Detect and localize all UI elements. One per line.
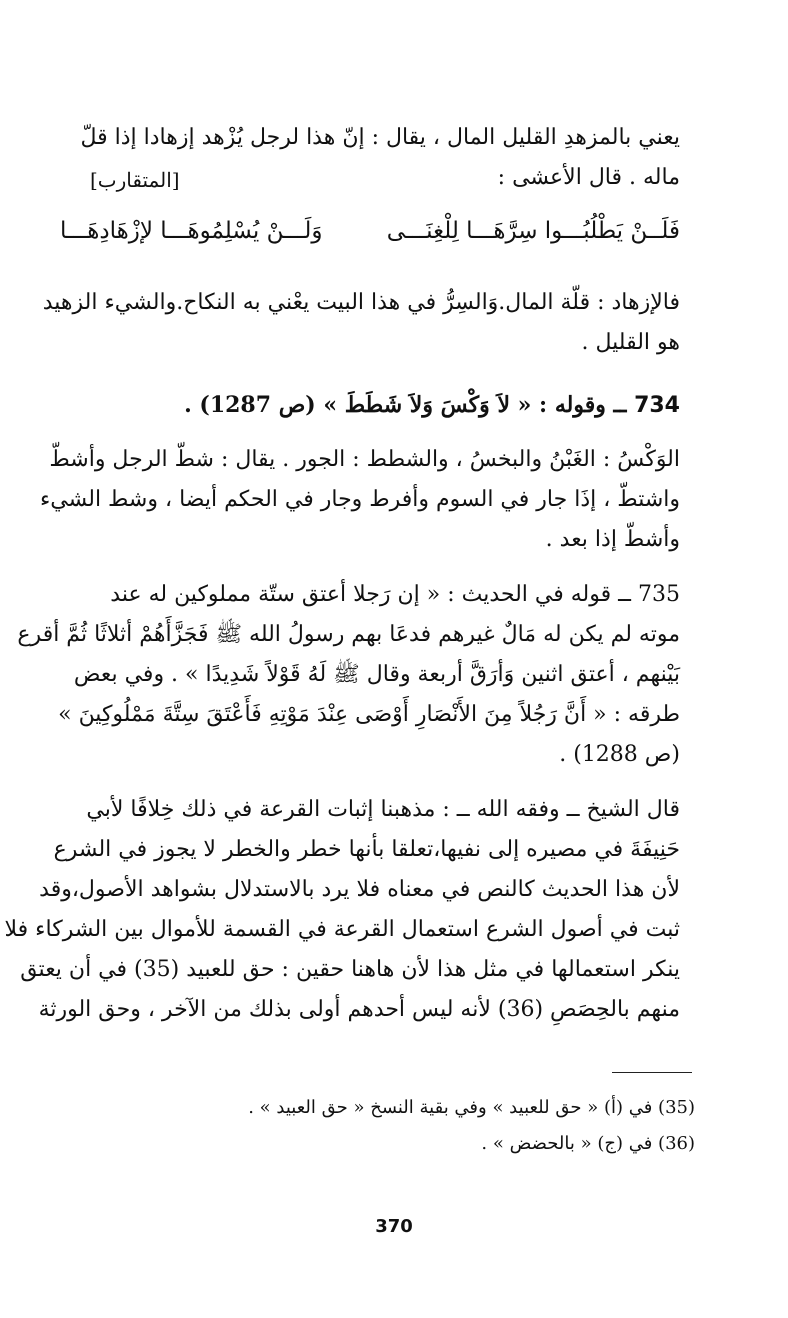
entry-734 [40,385,680,426]
text-line: طرقه : « أَنَّ رَجُلاً مِنَ الأَنْصَارِ أَوْصَى عِنْدَ مَوْتِهِ فَأَعْتَقَ سِتَّةَ مَمْلُوكِينَ » [58,702,680,727]
text-line: وأشطّ إذا بعد . [545,527,680,552]
text-line: يعني بالمزهدِ القليل المال ، يقال : إنّ هذا لرجل يُزْهد إزهادا إذا قلّ [80,125,680,150]
text-line: منهم بالحِصَصِ (36) لأنه ليس أحدهم أولى بذلك من الآخر ، وحق الورثة [38,997,680,1022]
paragraph-2 [40,283,680,363]
entry-735 [17,575,680,775]
footnotes [100,1090,695,1162]
entry-text: ــ وقوله : « لاَ وَكْسَ وَلاَ شَطَطَ » (ص 1287) . [184,392,627,418]
text-line: هو القليل . [581,330,680,355]
text-line: (ص 1288) . [559,742,680,767]
paragraph-4 [4,790,680,1030]
page-number: 370 [375,1216,413,1237]
entry-number: 734 [634,393,680,418]
verse-second-hemistich: وَلَـــنْ يُسْلِمُوهَـــا لإزْهَادِهَـــا [60,218,323,244]
text-line: واشتطّ ، إذَا جار في السوم وأفرط وجار في الحكم أيضا ، وشط الشيء [39,487,680,512]
poetry-verse [60,218,680,244]
text-line: ينكر استعمالها في مثل هذا لأن هاهنا حقين : حق للعبيد (35) في أن يعتق [20,957,680,982]
text-line: 735 ــ قوله في الحديث : « إن رَجلا أعتق ستّة مملوكين له عند [110,582,680,607]
footnote-divider [612,1072,692,1073]
text-line: لأن هذا الحديث كالنص في معناه فلا يرد بالاستدلال بشواهد الأصول،وقد [39,877,680,902]
verse-first-hemistich: فَلَــنْ يَطْلُبُـــوا سِرَّهَـــا لِلْغِنَـــى [386,218,680,244]
text-line: حَنِيفَةَ في مصيره إلى نفيها،تعلقا بأنها خطر والخطر لا يجوز في الشرع [53,837,680,862]
text-line: ماله . قال الأعشى : [497,165,680,190]
footnote-35: (35) في (أ) « حق للعبيد » وفي بقية النسخ « حق العبيد » . [248,1097,695,1118]
footnote-36: (36) في (ج) « بالحضض » . [481,1133,695,1154]
text-line: موته لم يكن له مَالٌ غيرهم فدعَا بهم رسولُ الله ﷺ فَجَزَّأَهُمْ أثلاثًا ثُمَّ أقرع [17,622,680,647]
text-line: قال الشيخ ــ وفقه الله ــ : مذهبنا إثبات القرعة في ذلك خِلافًا لأبي [86,797,680,822]
text-line: ثبت في أصول الشرع استعمال القرعة في القسمة للأموال بين الشركاء فلا [4,917,680,942]
text-line: فالإزهاد : قلّة المال.وَالسِرُّ في هذا البيت يعْني به النكاح.والشيء الزهيد [42,290,680,315]
text-line: بَيْنهم ، أعتق اثنين وَأرَقَّ أربعة وقال ﷺ لَهُ قَوْلاً شَدِيدًا » . وفي بعض [73,662,680,687]
entry-heading [40,385,680,426]
paragraph-3 [40,440,680,560]
meter-label: [المتقارب] [90,168,180,192]
text-line: الوَكْسُ : الغَبْنُ والبخسُ ، والشطط : الجور . يقال : شطّ الرجل وأشطّ [49,447,680,472]
